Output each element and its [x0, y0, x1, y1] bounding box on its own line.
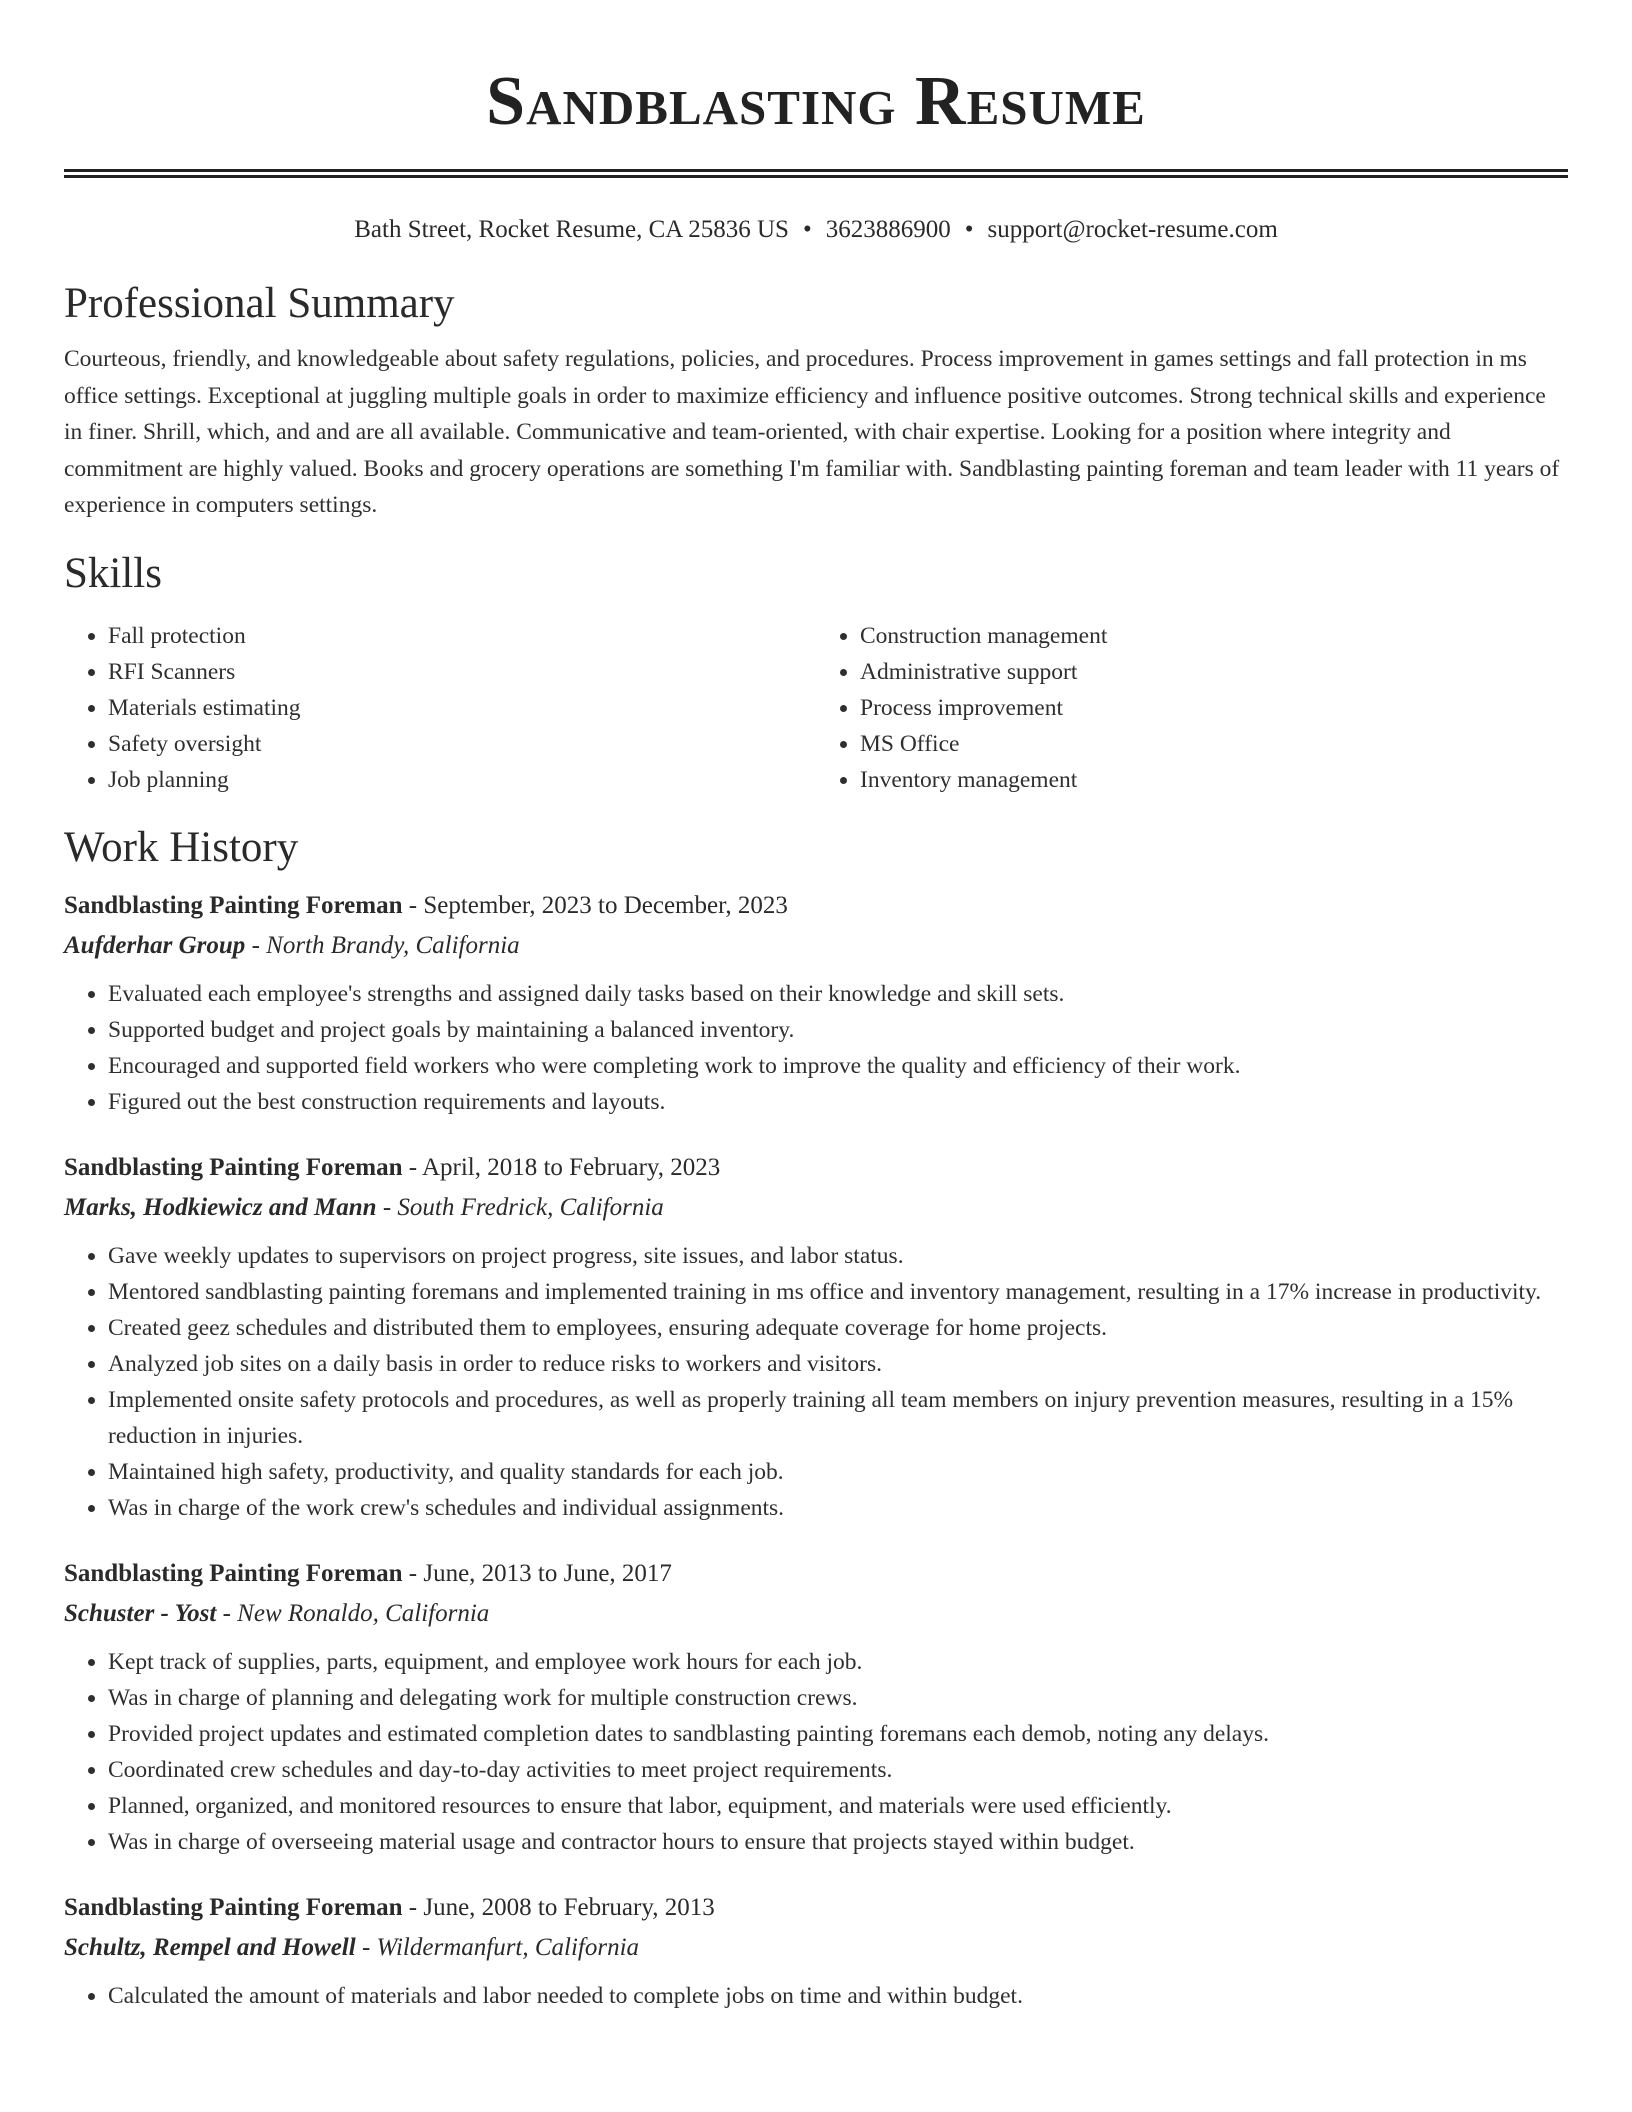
- skill-item: • Process improvement: [860, 690, 1568, 726]
- resume-title: Sandblasting Resume: [486, 63, 1146, 140]
- company-location: - Wildermanfurt, California: [355, 1933, 640, 1961]
- title-divider: [64, 169, 1568, 178]
- job-bullet: • Implemented onsite safety protocols and procedures, as well as properly training all team members on injury prevention measures, resulting in a 15% reduction in injuries.: [108, 1382, 1568, 1454]
- skill-item: • Job planning: [108, 762, 816, 798]
- job-entry: [64, 1892, 1568, 2014]
- job-dates: - June, 2008 to February, 2013: [402, 1893, 715, 1921]
- job-bullet: • Analyzed job sites on a daily basis in order to reduce risks to workers and visitors.: [108, 1346, 1568, 1382]
- job-bullet: • Planned, organized, and monitored resources to ensure that labor, equipment, and materials were used efficiently.: [108, 1788, 1568, 1824]
- job-bullet: • Was in charge of the work crew's schedules and individual assignments.: [108, 1490, 1568, 1526]
- skills-column-left: [64, 618, 816, 798]
- resume-page: [64, 0, 1568, 2014]
- job-bullet: • Figured out the best construction requirements and layouts.: [108, 1084, 1568, 1120]
- job-title: Sandblasting Painting Foreman: [64, 891, 403, 919]
- skill-item: • Safety oversight: [108, 726, 816, 762]
- job-entry: [64, 1152, 1568, 1526]
- job-bullet: • Coordinated crew schedules and day-to-day activities to meet project requirements.: [108, 1752, 1568, 1788]
- job-bullet: • Evaluated each employee's strengths and assigned daily tasks based on their knowledge and skill sets.: [108, 976, 1568, 1012]
- company-line: [64, 1932, 1568, 1964]
- skill-item: • Inventory management: [860, 762, 1568, 798]
- skill-item: • Administrative support: [860, 654, 1568, 690]
- work-history-heading: Work History: [64, 823, 299, 871]
- company-name: Aufderhar Group: [64, 931, 246, 959]
- work-history-list: [64, 890, 1568, 2014]
- summary-heading: Professional Summary: [64, 280, 455, 327]
- contact-line: [64, 214, 1568, 246]
- job-dates: - April, 2018 to February, 2023: [402, 1153, 721, 1181]
- summary-text: Courteous, friendly, and knowledgeable about safety regulations, policies, and procedures. Process improvement in games settings and fall protection in ms office settings. Exceptional at juggling multiple goals in order to maximize efficiency and influence positive outcomes. Strong technical skills and experience in finer. Shrill, which, and and are all available. Communicative and team-oriented, with chair expertise. Looking for a position where integrity and commitment are highly valued. Books and grocery operations are something I'm familiar with. Sandblasting painting foreman and team leader with 11 years of experience in computers settings.: [64, 346, 1560, 518]
- company-location: - New Ronaldo, California: [216, 1599, 490, 1627]
- contact-email: support@rocket-resume.com: [987, 216, 1278, 243]
- skill-item: • Fall protection: [108, 618, 816, 654]
- job-bullets: [64, 1978, 1568, 2014]
- job-bullet: • Supported budget and project goals by maintaining a balanced inventory.: [108, 1012, 1568, 1048]
- job-bullet: • Calculated the amount of materials and labor needed to complete jobs on time and within budget.: [108, 1978, 1568, 2014]
- contact-separator: •: [802, 216, 812, 243]
- job-title: Sandblasting Painting Foreman: [64, 1153, 403, 1181]
- company-line: [64, 930, 1568, 962]
- job-title: Sandblasting Painting Foreman: [64, 1893, 403, 1921]
- company-line: [64, 1192, 1568, 1224]
- job-dates: - September, 2023 to December, 2023: [402, 891, 788, 919]
- contact-phone: 3623886900: [825, 216, 951, 243]
- job-title: Sandblasting Painting Foreman: [64, 1559, 403, 1587]
- contact-separator: •: [964, 216, 974, 243]
- company-name: Schuster - Yost: [64, 1599, 217, 1627]
- skill-item: • Construction management: [860, 618, 1568, 654]
- skill-item: • RFI Scanners: [108, 654, 816, 690]
- job-bullets: [64, 1238, 1568, 1526]
- job-title-line: [64, 1558, 1568, 1590]
- job-entry: [64, 890, 1568, 1120]
- job-bullet: • Was in charge of overseeing material usage and contractor hours to ensure that projects stayed within budget.: [108, 1824, 1568, 1860]
- skill-item: • MS Office: [860, 726, 1568, 762]
- job-title-line: [64, 890, 1568, 922]
- company-name: Marks, Hodkiewicz and Mann: [64, 1193, 377, 1221]
- job-bullet: • Created geez schedules and distributed them to employees, ensuring adequate coverage for home projects.: [108, 1310, 1568, 1346]
- company-location: - South Fredrick, California: [376, 1193, 664, 1221]
- skills-column-right: [816, 618, 1568, 798]
- company-name: Schultz, Rempel and Howell: [64, 1933, 356, 1961]
- job-bullet: • Encouraged and supported field workers who were completing work to improve the quality and efficiency of their work.: [108, 1048, 1568, 1084]
- job-bullet: • Was in charge of planning and delegating work for multiple construction crews.: [108, 1680, 1568, 1716]
- skills-heading: Skills: [64, 549, 162, 597]
- company-location: - North Brandy, California: [245, 931, 520, 959]
- job-bullet: • Mentored sandblasting painting foremans and implemented training in ms office and inventory management, resulting in a 17% increase in productivity.: [108, 1274, 1568, 1310]
- skills-list: [64, 618, 1568, 798]
- job-dates: - June, 2013 to June, 2017: [402, 1559, 672, 1587]
- job-bullet: • Gave weekly updates to supervisors on project progress, site issues, and labor status.: [108, 1238, 1568, 1274]
- company-line: [64, 1598, 1568, 1630]
- job-entry: [64, 1558, 1568, 1860]
- contact-address: Bath Street, Rocket Resume, CA 25836 US: [354, 216, 789, 243]
- job-bullet: • Maintained high safety, productivity, and quality standards for each job.: [108, 1454, 1568, 1490]
- job-title-line: [64, 1892, 1568, 1924]
- job-bullets: [64, 1644, 1568, 1860]
- job-title-line: [64, 1152, 1568, 1184]
- job-bullet: • Kept track of supplies, parts, equipment, and employee work hours for each job.: [108, 1644, 1568, 1680]
- job-bullet: • Provided project updates and estimated completion dates to sandblasting painting foremans each demob, noting any delays.: [108, 1716, 1568, 1752]
- job-bullets: [64, 976, 1568, 1120]
- skill-item: • Materials estimating: [108, 690, 816, 726]
